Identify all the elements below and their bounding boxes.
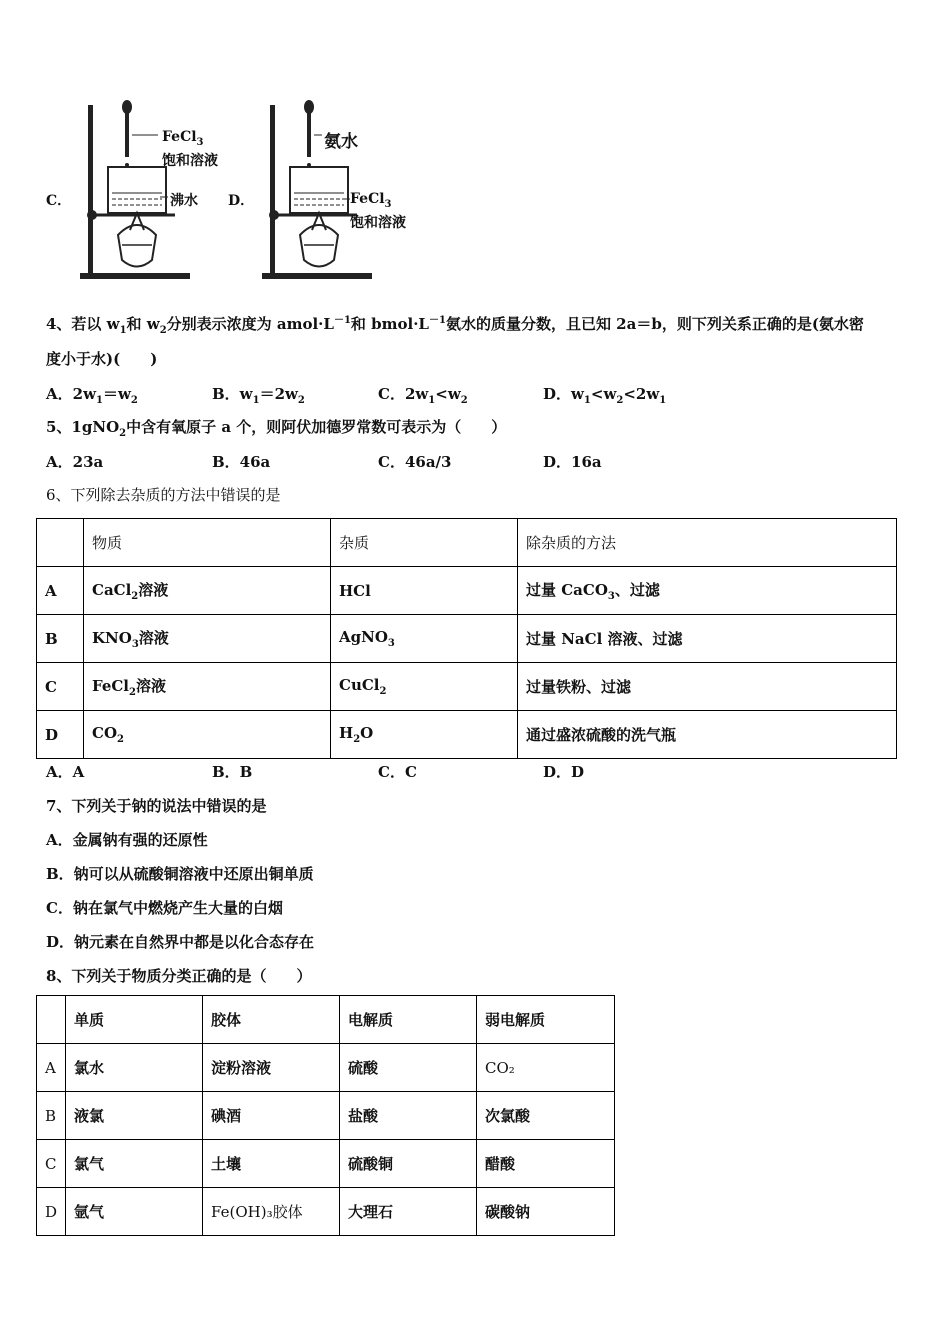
cell-impurity: CuCl$_2$ — [331, 663, 518, 711]
cell-colloid: 淀粉溶液 — [203, 1044, 340, 1092]
q7-stem: 7、下列关于钠的说法中错误的是 — [46, 797, 267, 815]
row-key: C — [37, 1140, 66, 1188]
cell-method: 过量 NaCl 溶液、过滤 — [518, 615, 897, 663]
cell-element: 氯气 — [66, 1140, 203, 1188]
q7-option-a[interactable]: A．金属钠有强的还原性 — [46, 831, 208, 849]
figure-c-water-label: 沸水 — [170, 193, 198, 209]
q7-option-b[interactable]: B．钠可以从硫酸铜溶液中还原出铜单质 — [46, 865, 314, 883]
row-key: B — [37, 615, 84, 663]
q4-stem-line2: 度小于水)( ) — [46, 350, 158, 368]
q5-stem: 5、1gNO$_2$中含有氧原子 a 个，则阿伏加德罗常数可表示为（ ） — [46, 418, 507, 439]
table-row — [37, 615, 897, 663]
row-key: A — [37, 567, 84, 615]
figure-d-reagent-label: FeCl$_3$ 饱和溶液 — [350, 191, 406, 231]
table-row — [37, 1092, 615, 1140]
cell-method: 过量铁粉、过滤 — [518, 663, 897, 711]
header-cell: 单质 — [66, 996, 203, 1044]
table-header-row — [37, 519, 897, 567]
cell-colloid: 碘酒 — [203, 1092, 340, 1140]
cell-electrolyte: 硫酸 — [340, 1044, 477, 1092]
figure-c-letter: C． — [46, 193, 72, 209]
header-cell — [37, 519, 84, 567]
cell-colloid: Fe(OH)₃胶体 — [203, 1188, 340, 1236]
cell-weak-electrolyte: 醋酸 — [477, 1140, 615, 1188]
q4-option-d[interactable]: D．$w_1<w_2<2w_1$ — [543, 385, 667, 406]
q6-option-c[interactable]: C．C — [378, 763, 417, 781]
header-cell: 胶体 — [203, 996, 340, 1044]
q6-option-a[interactable]: A．A — [46, 763, 85, 781]
row-key: D — [37, 1188, 66, 1236]
table-row — [37, 1140, 615, 1188]
q6-stem: 6、下列除去杂质的方法中错误的是 — [46, 486, 281, 504]
table-row — [37, 1044, 615, 1092]
q5-option-a[interactable]: A．23a — [46, 453, 104, 471]
cell-element: 氯水 — [66, 1044, 203, 1092]
figure-d-ammonia-label: 氨水 — [324, 132, 358, 152]
cell-colloid: 土壤 — [203, 1140, 340, 1188]
q5-option-b[interactable]: B．46a — [212, 453, 271, 471]
figure-d-letter: D． — [228, 193, 255, 209]
header-cell: 除杂质的方法 — [518, 519, 897, 567]
table-row — [37, 1188, 615, 1236]
row-key: C — [37, 663, 84, 711]
cell-substance: $KNO_3$溶液 — [84, 615, 331, 663]
q7-option-d[interactable]: D．钠元素在自然界中都是以化合态存在 — [46, 933, 315, 951]
q4-stem-line1: 4、若以 $w_1$和 $w_2$分别表示浓度为 $amol\cdot L^{-1}$和 $bmol\cdot L^{-1}$氨水的质量分数，且已知 2a＝b，则下列关系正确的是(氨水密 — [46, 315, 864, 336]
cell-substance: CaCl$_2$溶液 — [84, 567, 331, 615]
row-key: A — [37, 1044, 66, 1092]
q6-table — [36, 518, 897, 759]
row-key: B — [37, 1092, 66, 1140]
header-cell — [37, 996, 66, 1044]
cell-method: 通过盛浓硫酸的洗气瓶 — [518, 711, 897, 759]
cell-electrolyte: 盐酸 — [340, 1092, 477, 1140]
cell-impurity: AgNO$_3$ — [331, 615, 518, 663]
row-key: D — [37, 711, 84, 759]
cell-weak-electrolyte: CO₂ — [477, 1044, 615, 1092]
q8-stem: 8、下列关于物质分类正确的是（ ） — [46, 967, 312, 985]
q5-option-d[interactable]: D．16a — [543, 453, 602, 471]
table-row — [37, 567, 897, 615]
cell-element: 液氯 — [66, 1092, 203, 1140]
q6-option-b[interactable]: B．B — [212, 763, 253, 781]
cell-method: 过量 CaCO$_3$、过滤 — [518, 567, 897, 615]
q7-option-c[interactable]: C．钠在氯气中燃烧产生大量的白烟 — [46, 899, 283, 917]
q4-option-b[interactable]: B．$w_1=2w_2$ — [212, 385, 305, 406]
cell-weak-electrolyte: 碳酸钠 — [477, 1188, 615, 1236]
q5-option-c[interactable]: C．46a/3 — [378, 453, 452, 471]
cell-impurity: HCl — [331, 567, 518, 615]
table-row — [37, 711, 897, 759]
cell-electrolyte: 硫酸铜 — [340, 1140, 477, 1188]
table-row — [37, 663, 897, 711]
header-cell: 电解质 — [340, 996, 477, 1044]
table-header-row — [37, 996, 615, 1044]
q6-option-d[interactable]: D．D — [543, 763, 585, 781]
cell-weak-electrolyte: 次氯酸 — [477, 1092, 615, 1140]
cell-impurity: $H_2O$ — [331, 711, 518, 759]
q4-option-a[interactable]: A．$2w_1=w_2$ — [46, 385, 138, 406]
header-cell: 物质 — [84, 519, 331, 567]
q4-option-c[interactable]: C．$2w_1<w_2$ — [378, 385, 468, 406]
cell-substance: FeCl$_2$溶液 — [84, 663, 331, 711]
figure-c-reagent-label: FeCl$_3$ 饱和溶液 — [162, 129, 218, 169]
cell-electrolyte: 大理石 — [340, 1188, 477, 1236]
q8-table — [36, 995, 615, 1236]
cell-element: 氩气 — [66, 1188, 203, 1236]
cell-substance: $CO_2$ — [84, 711, 331, 759]
header-cell: 杂质 — [331, 519, 518, 567]
header-cell: 弱电解质 — [477, 996, 615, 1044]
